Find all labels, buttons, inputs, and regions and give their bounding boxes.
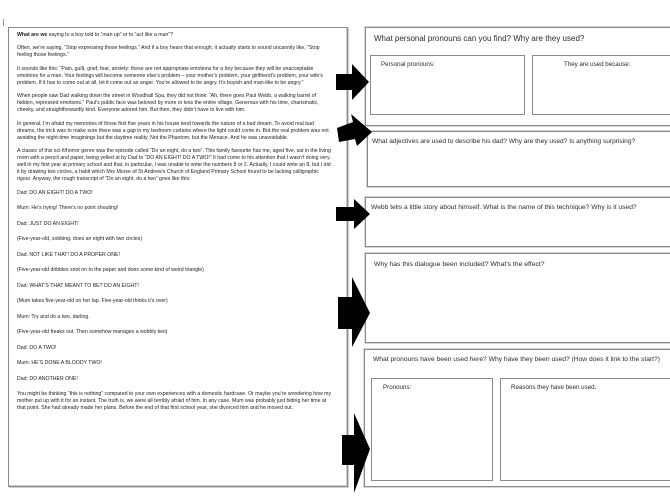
- article-intro: [17, 32, 333, 39]
- answer-box-pronouns[interactable]: [371, 378, 493, 481]
- arrow-right-icon: [336, 199, 372, 229]
- answer-label: Personal pronouns:: [381, 61, 435, 68]
- cursor-mark: [3, 19, 4, 26]
- question-box-technique: [365, 197, 670, 247]
- intro-rest: saying to a boy told to “man up” or to “act like a man”?: [47, 32, 173, 38]
- question-prompt: What adjectives are used to describe his dad? Why are they used? Is anything surprising?: [372, 138, 636, 145]
- arrow-right-icon: [342, 413, 372, 493]
- question-box-pronouns-link: [364, 349, 670, 487]
- dialogue-line: Mum: HE’S DONE A BLOODY TWO!: [17, 360, 102, 367]
- answer-label: They are used because:: [564, 61, 631, 68]
- dialogue-line: Dad: NOT LIKE THAT! DO A PROPER ONE!: [17, 251, 120, 258]
- dialogue-line: Dad: DO AN EIGHT! DO A TWO!: [17, 189, 93, 196]
- question-prompt: Webb tells a little story about himself. What is the name of this technique? Why is it used?: [371, 204, 637, 211]
- question-box-adjectives: [367, 131, 670, 187]
- dialogue-line: (Mum takes five-year-old on her lap. Five-year-old thinks it’s over): [17, 298, 168, 305]
- article-paragraph: When people saw Dad walking down the street in Woodhall Spa, they did not think: “Ah, there goes Paul Webb, a walking barrel of hidden, repressed emotions.” Paul’s public face was beloved by more or less the entire village. Generous with his time, charismatic, cheeky, and straightforwardly kind. Everyone adored him. But then, they didn’t have to live with him.: [17, 93, 319, 114]
- article-extract: [8, 27, 348, 487]
- article-closing: You might be thinking “this is nothing” compared to your own experiences with a domestic hardcase. Or maybe you’re wondering how my mother put up with it for an instant. The truth is, we were all terribly afraid of him. In any case, Mum was probably just biding her time at that point. She had already made her plans. Before the end of that first school year, she divorced him and he moved out.: [17, 391, 332, 412]
- answer-box-used-because[interactable]: [532, 55, 670, 115]
- question-prompt: What personal pronouns can you find? Why are they used?: [374, 34, 585, 43]
- question-box-dialogue: [365, 253, 670, 343]
- question-prompt: Why has this dialogue been included? What’s the effect?: [374, 261, 545, 268]
- article-paragraph: In general, I’m afraid my memories of those first five years in his house tend towards the nature of a bad dream. To avoid real bad dreams, the trick was to make sure there was a gap in my bedroom curtains where the light could come in. But the real problem was not avoiding the night-time imaginings but the daytime reality. Not the Phantom, but the Menace. And he was unavoidable.: [17, 120, 329, 141]
- article-paragraph: It sounds like this: “Pain, guilt, grief, fear, anxiety: these are not appropriate emotions for a boy because they will be unacceptable emotions for a man. Your feelings will become someone else’s problem – your mother’s problem, your girlfriend’s problem, your wife’s problem. If it has to come out at all, let it come out as anger. You’re allowed to be angry. It’s boyish and man-like to be angry.”: [17, 65, 324, 86]
- dialogue-line: Dad: WHAT’S THAT MEANT TO BE? DO AN EIGHT!: [17, 282, 139, 289]
- answer-label: Reasons they have been used.: [511, 384, 597, 391]
- question-prompt: What pronouns have been used here? Why have they been used? (How does it link to the start?): [373, 356, 660, 363]
- question-box-personal-pronouns: [365, 27, 670, 126]
- dialogue-line: Mum: He’s trying! There’s no point shouting!: [17, 205, 119, 212]
- arrow-right-icon: [338, 277, 372, 347]
- answer-box-personal-pronouns[interactable]: [370, 55, 525, 115]
- dialogue-line: (Five-year-old, sobbing, does an eight with two circles): [17, 236, 143, 243]
- arrow-right-icon: [336, 64, 370, 100]
- dialogue-line: Dad: JUST DO AN EIGHT!: [17, 220, 79, 227]
- dialogue-line: (Five-year-old freaks out. Then somehow manages a wobbly two): [17, 329, 168, 336]
- dialogue-line: Mum: Try and do a two, darling.: [17, 313, 90, 320]
- dialogue-line: (Five-year-old dribbles snot on to the paper and does some kind of weird triangle): [17, 267, 204, 274]
- intro-bold: What are we: [17, 32, 48, 38]
- dialogue-line: Dad: DO ANOTHER ONE!: [17, 375, 78, 382]
- article-paragraph: A classic of this sci-fi/horror genre was the episode called “Do an eight, do a two”. This family favourite has me, aged five, sat in the living room with a pencil and paper, being yelled at by Dad to “DO AN EIGHT! DO A TWO!” It had come to his attention that I wasn’t doing very well in my first year at primary school and that, in particular, I was unable to write the numbers 8 or 2. Actually, I could write an 8, but I did it by drawing two circles, a habit which Mrs Morse of St Andrew’s Church of England Primary School found to be lacking calligraphic rigour. Anyway, the rough transcript of “Do an eight, do a two” goes like this:: [17, 148, 331, 183]
- dialogue-line: Dad: DO A TWO!: [17, 344, 57, 351]
- article-paragraph: Often, we’re saying, “Stop expressing those feelings.” And if a boy hears that enough, it actually starts to sound uncannily like, “Stop feeling those feelings.”: [17, 45, 320, 59]
- answer-box-reasons[interactable]: [500, 378, 670, 481]
- answer-label: Pronouns:: [383, 384, 412, 391]
- arrow-right-icon: [337, 112, 373, 148]
